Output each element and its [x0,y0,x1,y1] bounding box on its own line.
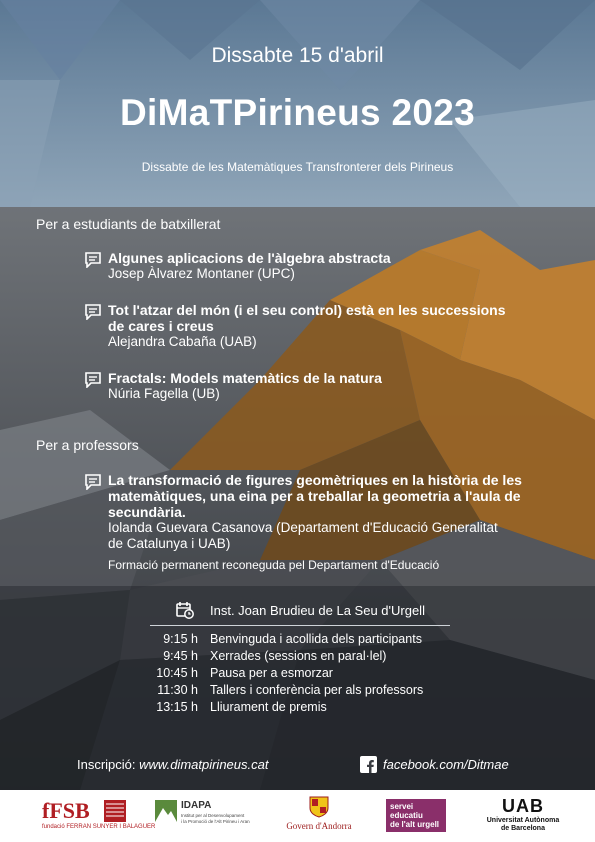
venue-name: Inst. Joan Brudieu de La Seu d'Urgell [210,603,425,618]
schedule-desc: Xerrades (sessions en paral·lel) [210,649,387,663]
talk-1 [84,250,554,282]
talk-title-line-3: secundària. [108,504,186,520]
students-section-label: Per a estudiants de batxillerat [36,216,221,232]
logo-fsb [42,798,156,834]
event-title: DiMaTPirineus 2023 [120,92,475,133]
idapa-subtitle [181,813,250,825]
schedule-row [130,649,387,663]
logo-uab [478,796,568,836]
inscription-label: Inscripció: [77,757,140,772]
idapa-name: IDAPA [181,800,212,811]
logo-andorra [284,796,354,836]
schedule-row [130,683,424,697]
talk-title: Fractals: Models matemàtics de la natura [108,370,382,386]
talk-author: Núria Fagella (UB) [108,386,220,401]
website-link[interactable]: www.dimatpirineus.cat [139,757,269,772]
schedule-desc: Pausa per a esmorzar [210,666,333,680]
talk-teachers [84,472,564,573]
logo-servei-educatiu [386,799,446,832]
talk-3 [84,370,554,402]
facebook-icon [360,756,377,773]
calendar-clock-icon [176,601,194,619]
schedule-desc: Tallers i conferència per als professors [210,683,424,697]
talk-title: Algunes aplicacions de l'àlgebra abstracta [108,250,391,266]
seu-line-2: educatiu [390,811,423,820]
schedule-desc: Lliurament de premis [210,700,327,714]
talk-title-line-2: matemàtiques, una eina per a treballar la geometria a l'aula de [108,488,521,504]
schedule-divider [150,625,450,626]
speech-bubble-icon [84,252,102,268]
schedule-time: 9:15 h [163,632,198,646]
schedule-time: 9:45 h [163,649,198,663]
event-subtitle: Dissabte de les Matemàtiques Transfronterer dels Pirineus [141,160,454,174]
logo-idapa [155,798,265,834]
fsb-subtitle [42,824,155,830]
seu-line-1: servei [390,802,414,811]
schedule-time: 11:30 h [157,683,198,697]
seu-line-3: de l'alt urgell [390,820,440,829]
speech-bubble-icon [84,474,102,490]
talk-title-line-2: de cares i creus [108,318,214,334]
facebook [383,757,509,772]
andorra-shield-icon [309,796,329,818]
sponsor-logos [0,790,595,842]
andorra-name: Govern d'Andorra [286,821,352,831]
talk-author-line-2: de Catalunya i UAB) [108,536,231,551]
talk-author: Josep Àlvarez Montaner (UPC) [108,266,295,281]
schedule-row [130,700,327,714]
schedule-time: 10:45 h [156,666,198,680]
speech-bubble-icon [84,304,102,320]
talk-author-line-1: Iolanda Guevara Casanova (Departament d'Educació Generalitat [108,520,498,535]
training-note: Formació permanent reconeguda pel Departament d'Educació [108,558,440,572]
talk-2 [84,302,554,350]
fsb-emblem-icon [104,800,126,822]
talk-title-line-1: La transformació de figures geomètriques en la història de les [108,472,522,488]
idapa-line-2: i la Promoció de l'Alt Pirineu i Aran [181,819,250,824]
uab-line-1: Universitat Autònoma [486,817,560,824]
talk-title-line-1: Tot l'atzar del món (i el seu control) està en les successions [108,302,506,318]
uab-mark: UAB [502,796,544,816]
facebook-link[interactable]: facebook.com/Ditmae [383,757,509,772]
uab-subtitle [478,817,568,833]
inscription [77,757,268,772]
schedule-time: 13:15 h [156,700,198,714]
schedule-desc: Benvinguda i acollida dels participants [210,632,422,646]
idapa-line-1: Institut per al Desenvolupament [181,813,245,818]
fsb-line-2: FERRAN SUNYER I BALAGUER [66,824,156,830]
fsb-line-1: fundació [42,824,65,830]
fsb-mark: fFSB [42,798,90,823]
speech-bubble-icon [84,372,102,388]
event-date: Dissabte 15 d'abril [211,44,384,67]
schedule-row [130,632,422,646]
schedule-row [130,666,333,680]
idapa-mountain-icon [155,800,177,822]
talk-author: Alejandra Cabaña (UAB) [108,334,257,349]
header [0,0,595,207]
uab-line-2: de Barcelona [501,825,545,832]
teachers-section-label: Per a professors [36,437,139,453]
